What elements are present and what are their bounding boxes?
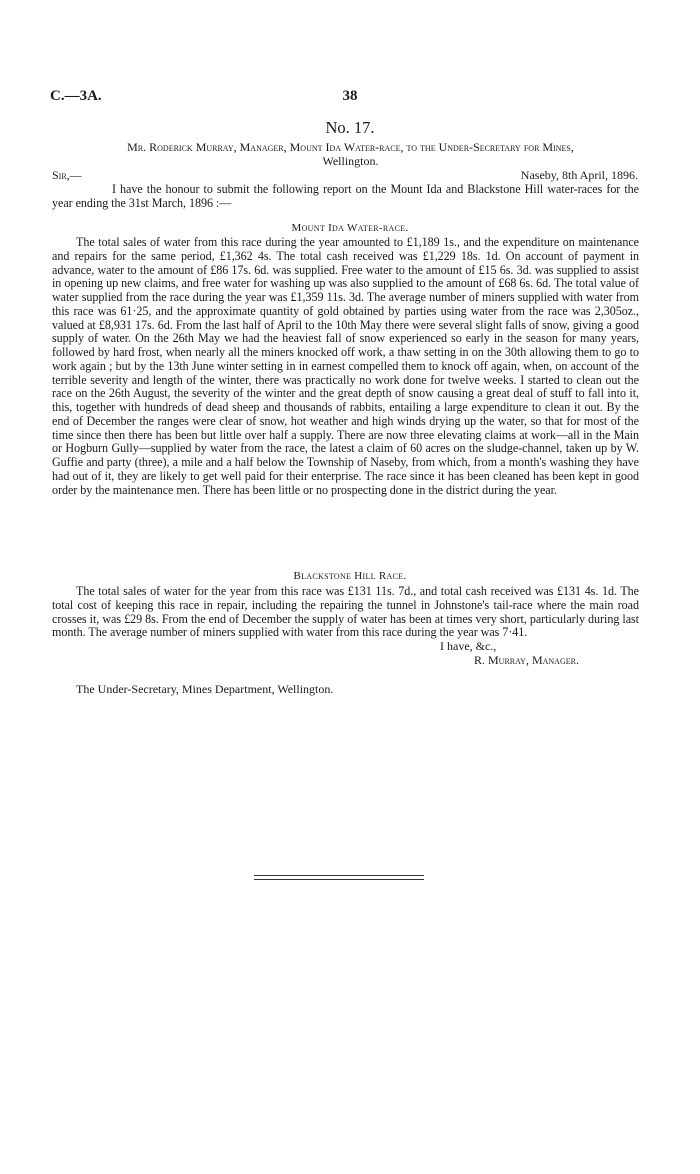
page-header xyxy=(50,88,650,108)
section-body-mount-ida: The total sales of water from this race during the year amounted to £1,189 1s., and the expenditure on maintenance and repairs for the same period, £1,362 4s. The total cash received was £1,229 18s. 1d. On account of payment in advance, water to the amount of £86 17s. 6d. was supplied. Free water to the amount of £15 6s. 3d. was supplied to assist in opening up new claims, and free water for washing up was also supplied to the amount of £68 6s. 6d. The total value of water supplied from the race during the year was £1,359 11s. 3d. The average number of miners supplied with water from this race was 61·25, and the approximate quantity of gold obtained by parties using water from the race was 2,305oz., valued at £8,931 17s. 6d. From the last half of April to the 10th May there were several slight falls of snow, giving a good supply of water. On the 26th May we had the heaviest fall of snow experienced so early in the season for many years, followed by hard frost, when nearly all the miners knocked off work, a thaw setting in on the 30th allowing them to go to work again ; but by the 13th June winter setting in in earnest compelled them to knock off again, when, on account of the terrible severity and length of the winter, there was practically no work done for twelve weeks. I started to clean out the race on the 26th August, the severity of the winter and the great depth of snow causing a great deal of stuff to fall into it, this, together with hundreds of dead sheep and thousands of rabbits, entailing a large expenditure to clean it out. By the end of December the ranges were clear of snow, hot weather and high winds drying up the water, so that for most of the time since then there has been but little over half a supply. There are now three elevating claims at work—all in the Main or Hogburn Gully—supplied by water from the race, the latest a claim of 60 acres on the sludge-channel, taken up by W. Guffie and party (three), a mile and a half below the Township of Naseby, from which, from a month's washing they have had out of it, they are likely to get well paid for their enterprise. The race since it has been cleaned has been kept in good order by the maintenance men. There has been little or no prospecting done in the district during the year. xyxy=(52,235,639,497)
place-date: Naseby, 8th April, 1896. xyxy=(520,168,638,182)
signature: R. Murray, Manager. xyxy=(474,653,579,667)
document-number: No. 17. xyxy=(325,118,375,137)
intro-paragraph: I have the honour to submit the following report on the Mount Ida and Blackstone Hill water-races for the year ending the 31st March, 1896 :— xyxy=(52,182,639,210)
letter-title-line-1: Mr. Roderick Murray, Manager, Mount Ida Water-race, to the Under-Secretary for Mines, xyxy=(127,140,574,154)
page-number: 38 xyxy=(342,88,358,104)
section-heading-mount-ida: Mount Ida Water-race. xyxy=(291,222,409,234)
section-body-blackstone-hill: The total sales of water for the year from this race was £131 11s. 7d., and total cash received was £131 4s. 1d. The total cost of keeping this race in repair, including the repairing the tunnel in Johnstone's tail-race where the main road crosses it, was £29 8s. From the end of December the supply of water has been at times very short, particularly during last month. The average number of miners supplied with water from this race during the year was 7·41. xyxy=(52,584,639,640)
salutation: Sir,— xyxy=(52,168,82,182)
addressee: The Under-Secretary, Mines Department, Wellington. xyxy=(76,682,334,696)
end-rule-top xyxy=(254,875,424,876)
end-rule-bottom xyxy=(254,879,424,880)
closing: I have, &c., xyxy=(440,639,497,653)
letter-title-line-2: Wellington. xyxy=(322,154,379,168)
section-heading-blackstone-hill: Blackstone Hill Race. xyxy=(293,570,407,582)
document-reference: C.—3A. xyxy=(50,88,102,104)
letter-title xyxy=(52,140,649,168)
